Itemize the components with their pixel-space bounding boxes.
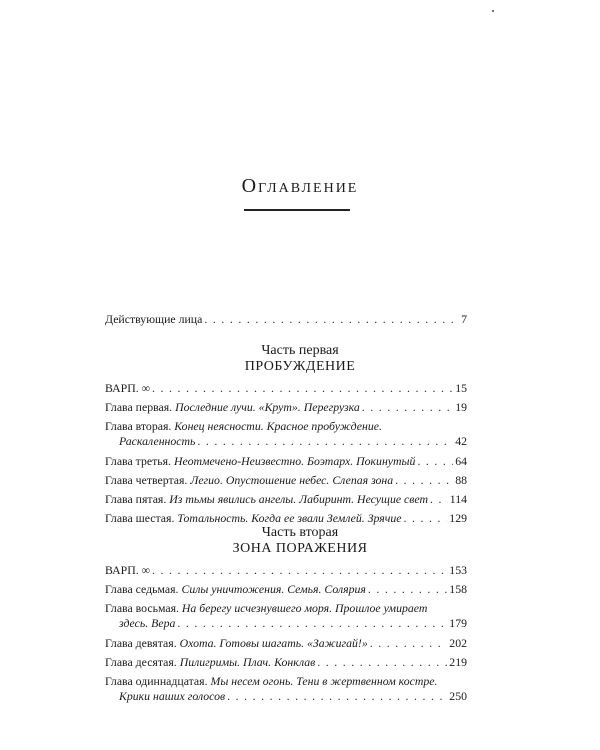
chapter-title-continued: Раскаленность bbox=[119, 434, 196, 448]
toc-entry[interactable] bbox=[105, 563, 467, 578]
dot-leader bbox=[177, 616, 447, 631]
page-number: 202 bbox=[449, 636, 467, 650]
chapter-label: ВАРП. ∞ bbox=[105, 381, 151, 395]
page-number: 158 bbox=[449, 582, 467, 596]
chapter-label: Глава одиннадцатая. bbox=[105, 674, 208, 688]
toc-entry[interactable] bbox=[105, 381, 467, 396]
part-two-label: Часть вторая bbox=[261, 525, 339, 540]
dot-leader bbox=[370, 636, 448, 651]
page-number: 15 bbox=[455, 381, 467, 395]
dot-leader bbox=[152, 563, 447, 578]
toc-entry[interactable] bbox=[105, 601, 467, 631]
chapter-title: Конец неясности. Красное пробуждение. bbox=[174, 419, 382, 433]
chapter-label: Глава восьмая. bbox=[105, 601, 179, 615]
toc-entry[interactable] bbox=[105, 674, 467, 704]
chapter-label: Глава шестая. bbox=[105, 511, 175, 525]
page-number: 7 bbox=[461, 312, 467, 326]
part-two-title: ЗОНА ПОРАЖЕНИЯ bbox=[232, 541, 368, 556]
chapter-title-continued: здесь. Вера bbox=[119, 616, 176, 630]
toc-entry[interactable] bbox=[105, 492, 467, 507]
dot-leader bbox=[417, 454, 453, 469]
page-number: 179 bbox=[449, 616, 467, 630]
toc-entry[interactable] bbox=[105, 473, 467, 488]
dot-leader bbox=[430, 492, 448, 507]
chapter-title: Мы несем огонь. Тени в жертвенном костре. bbox=[210, 674, 438, 688]
dot-leader bbox=[362, 400, 453, 415]
dot-leader bbox=[395, 473, 453, 488]
page-number: 153 bbox=[449, 563, 467, 577]
dot-leader bbox=[197, 434, 453, 449]
chapter-title: Охота. Готовы шагать. «Зажигай!» bbox=[179, 636, 368, 650]
chapter-label: Глава первая. bbox=[105, 400, 173, 414]
part-one-label: Часть первая bbox=[261, 343, 339, 358]
chapter-title: Силы уничтожения. Семья. Солярия bbox=[181, 582, 366, 596]
dot-leader bbox=[227, 689, 447, 704]
entry-label: Действующие лица bbox=[105, 312, 203, 326]
dot-leader bbox=[404, 511, 448, 526]
page-number: 88 bbox=[455, 473, 467, 487]
chapter-title: Неотмечено-Неизвестно. Боэтарх. Покинутый bbox=[173, 454, 416, 468]
chapter-title: Из тьмы явились ангелы. Лабиринт. Несущие свет bbox=[169, 492, 428, 506]
dot-leader bbox=[317, 655, 447, 670]
chapter-label: Глава десятая. bbox=[105, 655, 177, 669]
chapter-title-continued: Крики наших голосов bbox=[119, 689, 226, 703]
toc-entry[interactable] bbox=[105, 636, 467, 651]
chapter-title: Пилигримы. Плач. Конклав bbox=[179, 655, 316, 669]
page-number: 114 bbox=[449, 492, 467, 506]
dot-leader bbox=[152, 381, 453, 396]
page-number: 250 bbox=[449, 689, 467, 703]
toc-entry[interactable] bbox=[105, 655, 467, 670]
toc-entry[interactable] bbox=[105, 419, 467, 449]
title-underline bbox=[244, 209, 350, 211]
toc-entry[interactable] bbox=[105, 582, 467, 597]
chapter-label: ВАРП. ∞ bbox=[105, 563, 151, 577]
dot-leader bbox=[204, 312, 459, 327]
page-number: 64 bbox=[455, 454, 467, 468]
dot-leader bbox=[368, 582, 447, 597]
toc-entry[interactable] bbox=[105, 400, 467, 415]
chapter-label: Глава четвертая. bbox=[105, 473, 188, 487]
toc-entry[interactable] bbox=[105, 454, 467, 469]
chapter-title: Последние лучи. «Крут». Перегрузка bbox=[175, 400, 360, 414]
chapter-label: Глава седьмая. bbox=[105, 582, 179, 596]
chapter-label: Глава третья. bbox=[105, 454, 172, 468]
scan-speck bbox=[492, 10, 494, 12]
chapter-title: Тотальность. Когда ее звали Землей. Зрячие bbox=[177, 511, 402, 525]
page-number: 42 bbox=[455, 434, 467, 448]
page-number: 129 bbox=[449, 511, 467, 525]
chapter-label: Глава вторая. bbox=[105, 419, 172, 433]
chapter-label: Глава девятая. bbox=[105, 636, 177, 650]
page-number: 219 bbox=[449, 655, 467, 669]
chapter-title: На берегу исчезнувшего моря. Прошлое умирает bbox=[181, 601, 428, 615]
chapter-title: Легио. Опустошение небес. Слепая зона bbox=[190, 473, 394, 487]
chapter-label: Глава пятая. bbox=[105, 492, 167, 506]
part-one-title: ПРОБУЖДЕНИЕ bbox=[244, 359, 356, 374]
toc-entry-characters[interactable] bbox=[105, 312, 467, 327]
page-number: 19 bbox=[455, 400, 467, 414]
page-title: Оглавление bbox=[241, 175, 359, 197]
toc-entry[interactable] bbox=[105, 511, 467, 526]
